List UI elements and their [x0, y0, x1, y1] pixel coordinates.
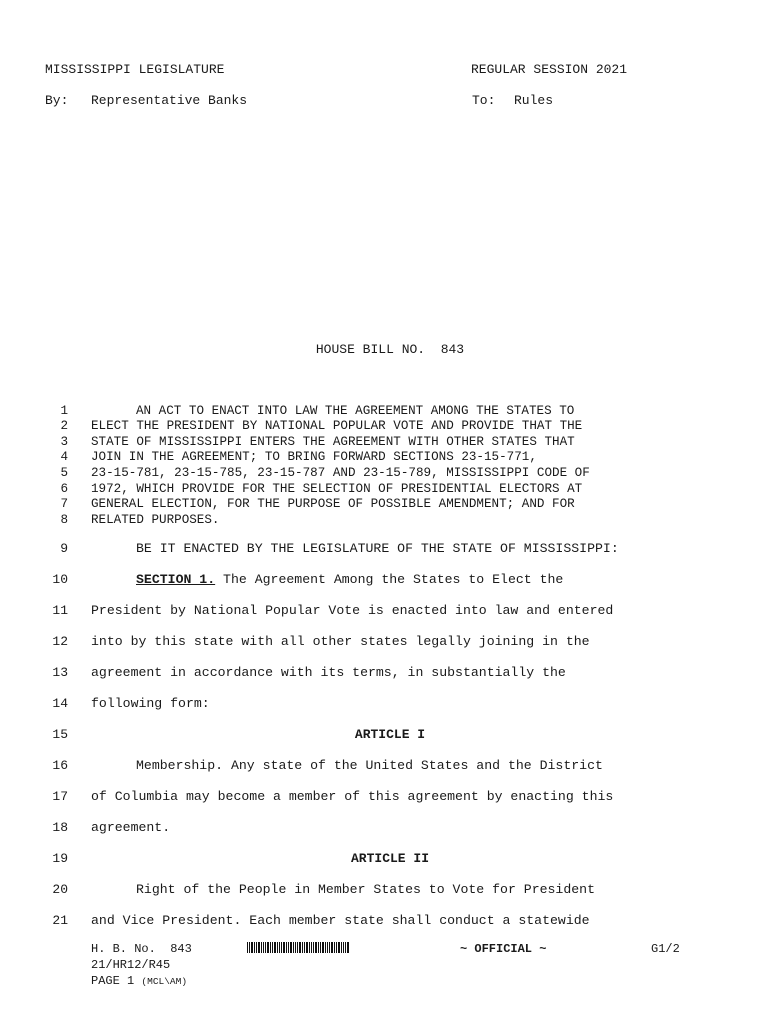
- body-line: into by this state with all other states legally joining in the: [91, 634, 590, 649]
- title-line: RELATED PURPOSES.: [91, 513, 220, 527]
- body-line: President by National Popular Vote is enacted into law and entered: [91, 603, 614, 618]
- line-number: 15: [52, 727, 68, 742]
- article-heading: ARTICLE I: [354, 727, 426, 742]
- line-number: 3: [60, 435, 68, 449]
- line-number: 18: [52, 820, 68, 835]
- line-number: 4: [60, 450, 68, 464]
- body-line: of Columbia may become a member of this agreement by enacting this: [91, 789, 614, 804]
- line-number: 19: [52, 851, 68, 866]
- title-line: ELECT THE PRESIDENT BY NATIONAL POPULAR VOTE AND PROVIDE THAT THE: [91, 419, 583, 433]
- title-line: GENERAL ELECTION, FOR THE PURPOSE OF POSSIBLE AMENDMENT; AND FOR: [91, 497, 575, 511]
- title-line: 23-15-781, 23-15-785, 23-15-787 AND 23-15-789, MISSISSIPPI CODE OF: [91, 466, 590, 480]
- body-line-text: The Agreement Among the States to Elect the: [215, 572, 564, 587]
- sponsor-name: Representative Banks: [91, 93, 248, 108]
- line-number: 10: [52, 572, 68, 587]
- title-line: JOIN IN THE AGREEMENT; TO BRING FORWARD SECTIONS 23-15-771,: [91, 450, 537, 464]
- body-line: and Vice President. Each member state shall conduct a statewide: [91, 913, 590, 928]
- footer-doc-code: 21/HR12/R45: [91, 958, 171, 972]
- title-line: AN ACT TO ENACT INTO LAW THE AGREEMENT AMONG THE STATES TO: [136, 404, 575, 418]
- to-label: To:: [472, 93, 496, 108]
- article-heading: ARTICLE II: [350, 851, 429, 866]
- line-number: 14: [52, 696, 68, 711]
- line-number: 2: [60, 419, 68, 433]
- title-line: STATE OF MISSISSIPPI ENTERS THE AGREEMENT WITH OTHER STATES THAT: [91, 435, 575, 449]
- title-line: 1972, WHICH PROVIDE FOR THE SELECTION OF PRESIDENTIAL ELECTORS AT: [91, 482, 583, 496]
- body-line: agreement.: [91, 820, 171, 835]
- body-line: [91, 572, 563, 587]
- line-number: 17: [52, 789, 68, 804]
- body-line: following form:: [91, 696, 210, 711]
- body-line: Right of the People in Member States to Vote for President: [136, 882, 595, 897]
- line-number: 1: [60, 404, 68, 418]
- page-label: PAGE 1: [91, 974, 135, 988]
- line-number: 20: [52, 882, 68, 897]
- body-line: Membership. Any state of the United States and the District: [136, 758, 603, 773]
- body-line: agreement in accordance with its terms, in substantially the: [91, 665, 566, 680]
- committee-name: Rules: [514, 93, 554, 108]
- line-number: 16: [52, 758, 68, 773]
- bill-title: HOUSE BILL NO. 843: [315, 342, 465, 357]
- drafter-code: (MCL\AM): [141, 976, 188, 987]
- footer-page-number: [91, 974, 187, 988]
- line-number: 9: [60, 541, 68, 556]
- line-number: 8: [60, 513, 68, 527]
- line-number: 21: [52, 913, 68, 928]
- by-label: By:: [45, 93, 69, 108]
- enacting-clause: BE IT ENACTED BY THE LEGISLATURE OF THE STATE OF MISSISSIPPI:: [136, 541, 619, 556]
- barcode-icon: [247, 942, 349, 953]
- line-number: 13: [52, 665, 68, 680]
- line-number: 5: [60, 466, 68, 480]
- legislature-name: MISSISSIPPI LEGISLATURE: [45, 62, 225, 77]
- line-number: 11: [52, 603, 68, 618]
- section-heading: SECTION 1.: [136, 572, 216, 587]
- official-marker: ~ OFFICIAL ~: [460, 942, 547, 956]
- footer-page-ratio: G1/2: [651, 942, 680, 956]
- session-label: REGULAR SESSION 2021: [471, 62, 628, 77]
- footer-bill-number: H. B. No. 843: [91, 942, 192, 956]
- line-number: 7: [60, 497, 68, 511]
- line-number: 6: [60, 482, 68, 496]
- line-number: 12: [52, 634, 68, 649]
